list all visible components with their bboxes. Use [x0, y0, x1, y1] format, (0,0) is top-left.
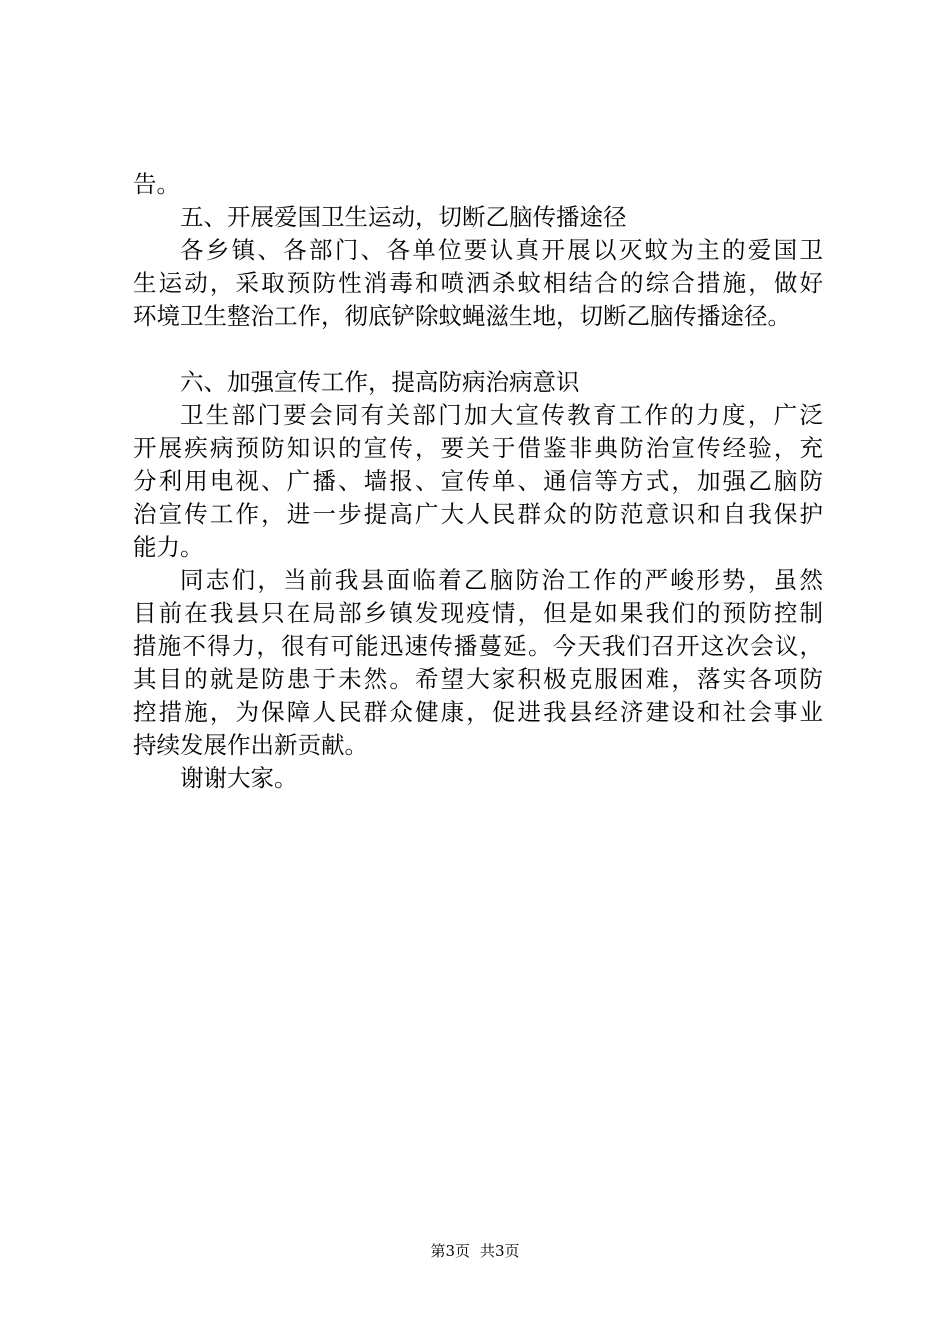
text-line: 告。 — [133, 170, 180, 198]
text-line: 控措施，为保障人民群众健康，促进我县经济建设和社会事业 — [133, 698, 823, 726]
page-total: 共3页 — [480, 1242, 520, 1260]
text-line: 开展疾病预防知识的宣传，要关于借鉴非典防治宣传经验，充 — [133, 434, 823, 462]
text-line: 同志们，当前我县面临着乙脑防治工作的严峻形势，虽然 — [180, 566, 823, 594]
text-line: 能力。 — [133, 533, 204, 561]
text-line: 目前在我县只在局部乡镇发现疫情，但是如果我们的预防控制 — [133, 599, 823, 627]
text-line: 分利用电视、广播、墙报、宣传单、通信等方式，加强乙脑防 — [133, 467, 823, 495]
text-line: 治宣传工作，进一步提高广大人民群众的防范意识和自我保护 — [133, 500, 823, 528]
page-number: 第3页 — [430, 1242, 470, 1260]
text-line: 各乡镇、各部门、各单位要认真开展以灭蚊为主的爱国卫 — [180, 236, 823, 264]
text-line: 生运动，采取预防性消毒和喷洒杀蚊相结合的综合措施，做好 — [133, 269, 823, 297]
paragraph-gap — [133, 333, 823, 366]
section-heading: 五、开展爱国卫生运动，切断乙脑传播途径 — [180, 203, 627, 231]
section-heading: 六、加强宣传工作，提高防病治病意识 — [180, 368, 580, 396]
closing-line: 谢谢大家。 — [180, 764, 298, 792]
text-line: 环境卫生整治工作，彻底铲除蚊蝇滋生地，切断乙脑传播途径。 — [133, 302, 791, 330]
page-footer — [0, 1241, 950, 1261]
text-line: 持续发展作出新贡献。 — [133, 731, 368, 759]
text-line: 卫生部门要会同有关部门加大宣传教育工作的力度，广泛 — [180, 401, 823, 429]
text-line: 措施不得力，很有可能迅速传播蔓延。今天我们召开这次会议， — [133, 632, 823, 660]
document-body — [133, 168, 823, 795]
text-line: 其目的就是防患于未然。希望大家积极克服困难，落实各项防 — [133, 665, 823, 693]
